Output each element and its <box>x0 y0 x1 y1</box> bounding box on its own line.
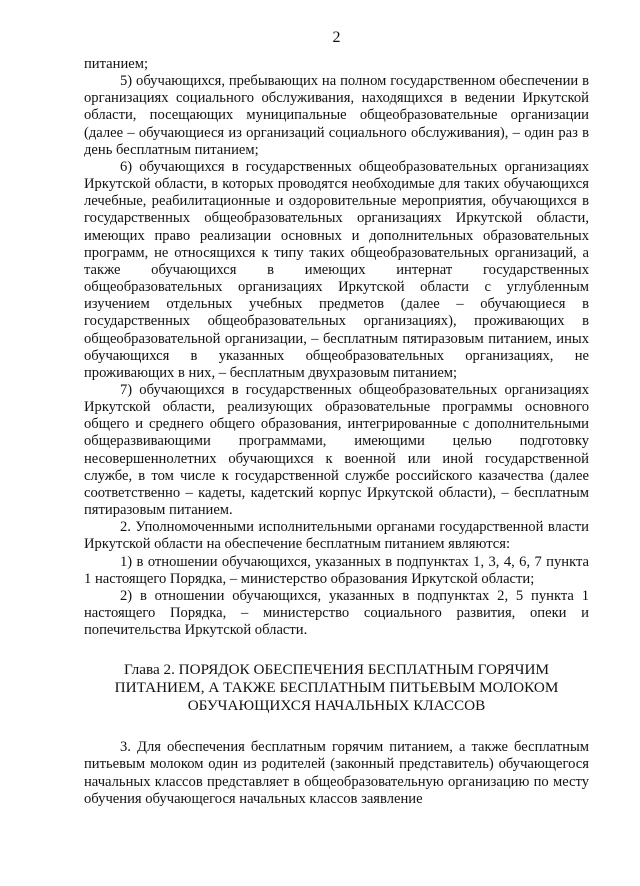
paragraph-clause-2-item-1: 1) в отношении обучающихся, указанных в подпунктах 1, 3, 4, 6, 7 пункта 1 настоящего Порядка, – министерство образования Иркутской области; <box>84 553 589 587</box>
paragraph-clause-2-item-2: 2) в отношении обучающихся, указанных в подпунктах 2, 5 пункта 1 настоящего Порядка, – министерство социального развития, опеки и попечительства Иркутской области. <box>84 587 589 639</box>
body-bottom <box>84 739 589 808</box>
chapter-heading: Глава 2. ПОРЯДОК ОБЕСПЕЧЕНИЯ БЕСПЛАТНЫМ ГОРЯЧИМ ПИТАНИЕМ, А ТАКЖЕ БЕСПЛАТНЫМ ПИТЬЕВЫМ МОЛОКОМ ОБУЧАЮЩИХСЯ НАЧАЛЬНЫХ КЛАССОВ <box>114 661 559 715</box>
paragraph-continuation: питанием; <box>84 56 149 72</box>
document-page <box>84 28 589 808</box>
paragraph-clause-3: 3. Для обеспечения бесплатным горячим питанием, а также бесплатным питьевым молоком один из родителей (законный представитель) обучающегося начальных классов представляет в общеобразовательную организацию по месту обучения обучающегося начальных классов заявление <box>84 739 589 807</box>
paragraph-item-5: 5) обучающихся, пребывающих на полном государственном обеспечении в организациях социального обслуживания, находящихся в ведении Иркутской области, посещающих муниципальные общеобразовательные организации (далее – обучающиеся из организаций социального обслуживания), – один раз в день бесплатным питанием; <box>84 73 589 158</box>
paragraph-item-7: 7) обучающихся в государственных общеобразовательных организациях Иркутской области, реализующих образовательные программы основного общего и среднего общего образования, интегрированные с дополнительными общеразвивающими программами, имеющими целью подготовку несовершеннолетних обучающихся к военной или иной государственной службе, в том числе к государственной службе российского казачества (далее соответственно – кадеты, кадетский корпус Иркутской области), – бесплатным пятиразовым питанием. <box>84 381 589 519</box>
body-top <box>84 56 589 639</box>
page-number: 2 <box>332 29 341 46</box>
paragraph-item-6: 6) обучающихся в государственных общеобразовательных организациях Иркутской области, в которых проводятся необходимые для таких обучающихся лечебные, реабилитационные и оздоровительные мероприятия, обучающихся в государственных общеобразовательных организациях Иркутской области, имеющих право реализации основных и дополнительных образовательных программ, не относящихся к типу таких общеобразовательных организаций, а также обучающихся в имеющих интернат государственных общеобразовательных организациях Иркутской области с углубленным изучением отдельных учебных предметов (далее – обучающиеся в государственных общеобразовательных организациях), проживающих в общеобразовательной организации, – бесплатным пятиразовым питанием, иных обучающихся в указанных общеобразовательных организациях, не проживающих в них, – бесплатным двухразовым питанием; <box>84 158 589 381</box>
paragraph-clause-2: 2. Уполномоченными исполнительными органами государственной власти Иркутской области на обеспечение бесплатным питанием являются: <box>84 519 589 553</box>
